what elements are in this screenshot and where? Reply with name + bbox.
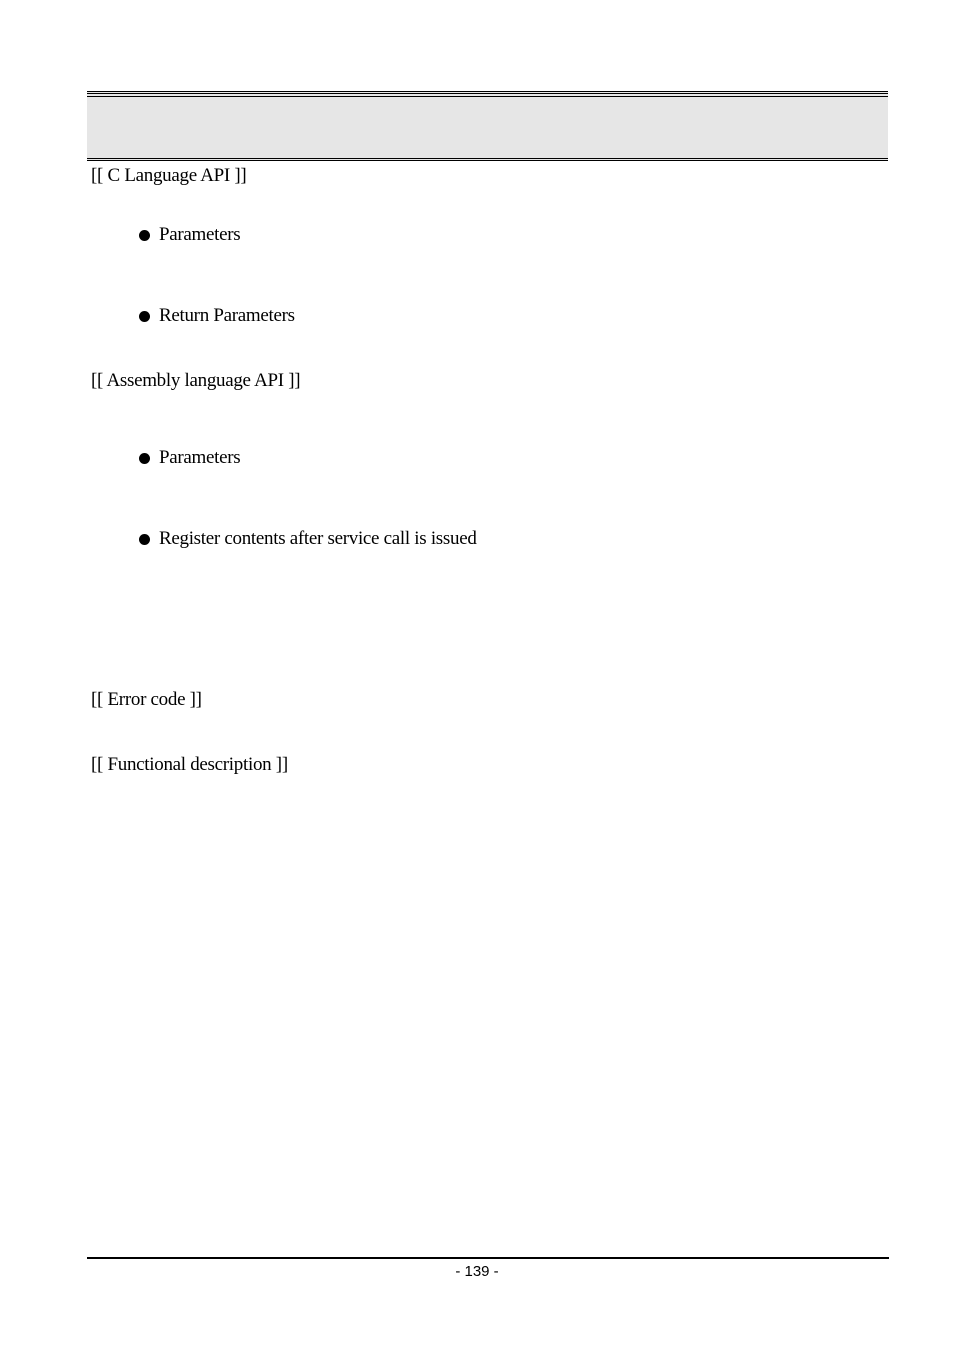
asm-api-parameters-label: Parameters — [159, 447, 241, 468]
assembly-language-api-heading: [[ Assembly language API ]] — [91, 370, 301, 391]
c-api-return-parameters-item — [139, 305, 295, 327]
asm-api-register-contents-item — [139, 528, 477, 550]
bullet-icon — [139, 230, 150, 241]
header-band-rule — [87, 96, 888, 97]
asm-api-parameters-item — [139, 447, 240, 469]
c-api-parameters-item — [139, 224, 240, 246]
section-header-band — [87, 91, 888, 161]
c-api-return-parameters-label: Return Parameters — [159, 305, 295, 326]
bullet-icon — [139, 453, 150, 464]
functional-description-heading: [[ Functional description ]] — [91, 754, 288, 775]
c-language-api-heading: [[ C Language API ]] — [91, 165, 247, 186]
asm-api-register-contents-label: Register contents after service call is issued — [159, 528, 477, 549]
page-number: - 139 - — [455, 1263, 499, 1280]
c-api-parameters-label: Parameters — [159, 224, 241, 245]
error-code-heading: [[ Error code ]] — [91, 689, 202, 710]
bullet-icon — [139, 311, 150, 322]
footer-rule — [87, 1257, 889, 1259]
bullet-icon — [139, 534, 150, 545]
